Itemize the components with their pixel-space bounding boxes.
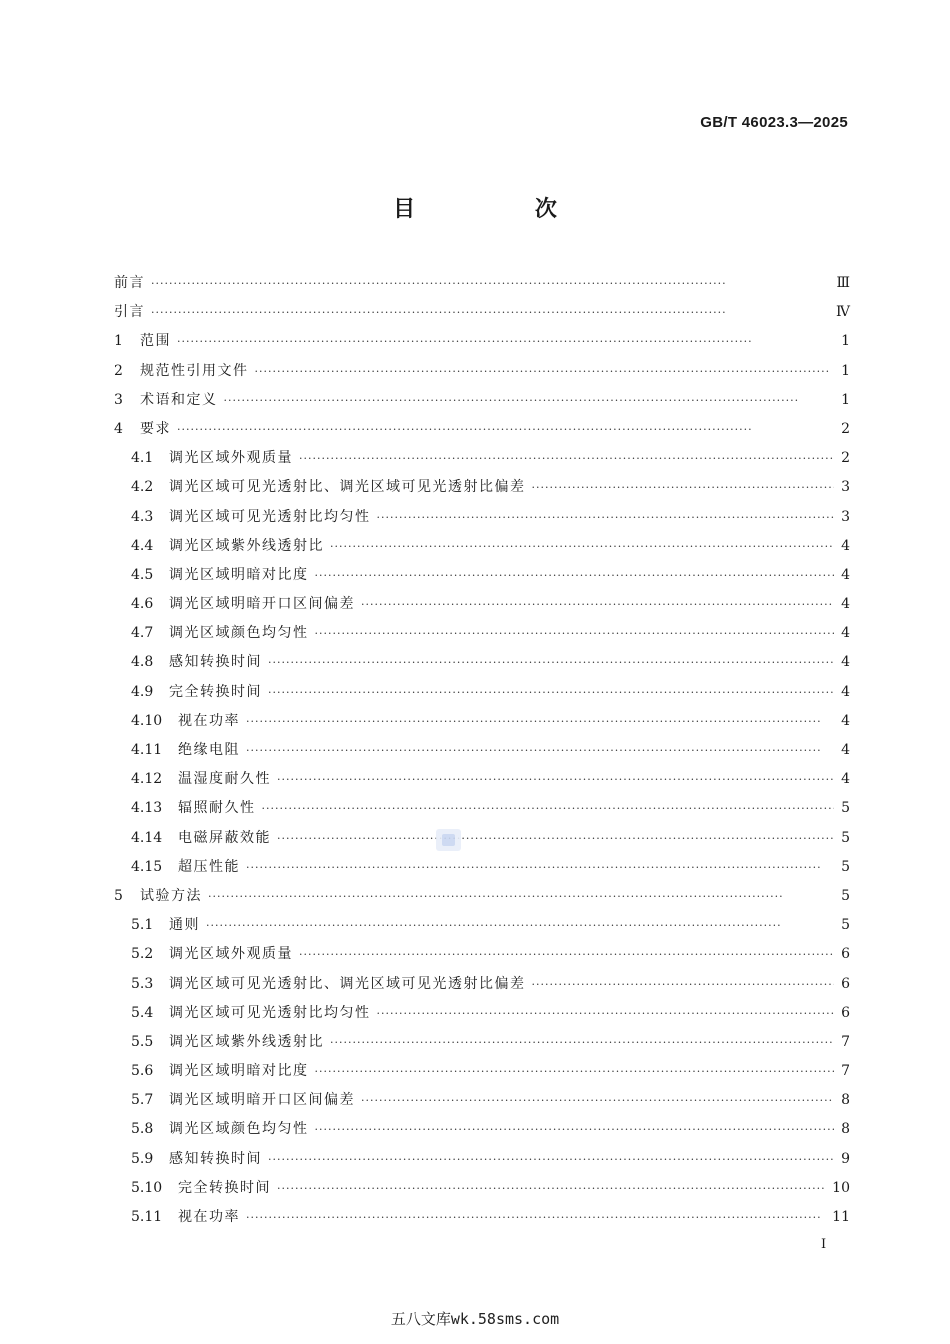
toc-entry[interactable] — [114, 561, 850, 590]
toc-entry[interactable] — [114, 1174, 850, 1203]
toc-leader-dots — [262, 794, 835, 823]
toc-entry-number: 5 — [114, 887, 123, 904]
toc-entry-page: 1 — [841, 333, 850, 350]
toc-entry-number: 4.12 — [131, 771, 163, 788]
toc-entry-label: 调光区域明暗开口区间偏差 — [169, 1092, 355, 1109]
toc-entry[interactable] — [114, 357, 850, 386]
toc-entry-label: 引言 — [114, 304, 145, 321]
toc-entry-number: 4.3 — [131, 508, 154, 525]
toc-entry-label: 规范性引用文件 — [140, 362, 249, 379]
toc-entry-number: 5.10 — [131, 1179, 163, 1196]
toc-leader-dots — [315, 619, 835, 648]
toc-entry-number: 5.4 — [131, 1004, 154, 1021]
toc-leader-dots — [151, 298, 830, 327]
toc-entry-page: 4 — [841, 654, 850, 671]
toc-entry-page: 6 — [841, 1004, 850, 1021]
toc-entry-page: 5 — [841, 858, 850, 875]
toc-entry-number: 5.2 — [131, 946, 154, 963]
toc-entry[interactable] — [114, 824, 850, 853]
toc-entry-label: 调光区域紫外线透射比 — [169, 537, 324, 554]
toc-leader-dots — [277, 765, 834, 794]
toc-entry-number: 4.14 — [131, 829, 163, 846]
toc-entry[interactable] — [114, 853, 850, 882]
toc-entry[interactable] — [114, 444, 850, 473]
toc-entry-page: 4 — [841, 742, 850, 758]
toc-leader-dots — [277, 1174, 826, 1203]
toc-leader-dots — [299, 444, 834, 473]
toc-entry-label: 通则 — [169, 917, 200, 934]
toc-leader-dots — [268, 1145, 834, 1174]
toc-leader-dots — [246, 707, 834, 736]
toc-entry-page: 4 — [841, 712, 850, 729]
toc-entry-page: 4 — [841, 596, 850, 613]
toc-leader-dots — [246, 1203, 826, 1232]
toc-leader-dots — [299, 940, 834, 969]
toc-entry-page: 10 — [832, 1179, 850, 1196]
toc-entry-label: 温湿度耐久性 — [178, 771, 271, 788]
toc-entry-label: 超压性能 — [178, 858, 240, 875]
toc-entry[interactable] — [114, 911, 850, 940]
toc-entry-number: 4 — [114, 420, 123, 437]
toc-entry-label: 调光区域可见光透射比均匀性 — [169, 508, 371, 525]
toc-entry-page: 6 — [841, 946, 850, 963]
toc-entry-page: 1 — [841, 362, 850, 379]
toc-entry-number: 4.7 — [131, 625, 154, 642]
toc-entry-label: 感知转换时间 — [169, 1150, 262, 1167]
toc-entry-number: 4.9 — [131, 683, 154, 700]
toc-entry-page: 5 — [841, 887, 850, 904]
toc-entry-number: 1 — [114, 333, 123, 350]
toc-entry-page: 7 — [841, 1063, 850, 1080]
toc-entry-label: 调光区域外观质量 — [169, 946, 293, 963]
toc-entry-number: 4.13 — [131, 800, 163, 817]
toc-entry-number: 4.15 — [131, 858, 163, 875]
toc-entry-label: 要求 — [140, 420, 171, 437]
toc-leader-dots — [246, 853, 834, 882]
toc-entry-page: 4 — [841, 771, 850, 788]
toc-leader-dots — [177, 415, 834, 444]
toc-entry-label: 视在功率 — [178, 712, 240, 729]
toc-entry-label: 调光区域可见光透射比均匀性 — [169, 1004, 371, 1021]
toc-entry-label: 调光区域外观质量 — [169, 450, 293, 467]
toc-leader-dots — [315, 561, 835, 590]
toc-entry-number: 2 — [114, 362, 123, 379]
toc-entry-number: 5.7 — [131, 1092, 154, 1109]
toc-entry[interactable] — [114, 415, 850, 444]
toc-entry-label: 前言 — [114, 275, 145, 291]
toc-entry-page: 4 — [841, 566, 850, 583]
toc-leader-dots — [532, 473, 835, 502]
toc-entry[interactable] — [114, 1145, 850, 1174]
toc-entry[interactable] — [114, 298, 850, 327]
toc-entry-number: 5.3 — [131, 975, 154, 992]
toc-leader-dots — [208, 882, 834, 911]
toc-entry[interactable] — [114, 999, 850, 1028]
toc-entry-page: 2 — [841, 420, 850, 437]
toc-entry-number: 4.2 — [131, 479, 154, 496]
toc-entry-label: 调光区域可见光透射比、调光区域可见光透射比偏差 — [169, 975, 526, 992]
toc-entry-page: 4 — [841, 625, 850, 642]
toc-entry[interactable] — [114, 386, 850, 415]
toc-entry-number: 4.10 — [131, 712, 163, 729]
toc-entry-label: 电磁屏蔽效能 — [178, 829, 271, 846]
toc-entry-number: 4.11 — [131, 742, 163, 758]
toc-entry-number: 5.11 — [131, 1209, 163, 1225]
toc-entry-number: 3 — [114, 391, 123, 408]
toc-entry-label: 完全转换时间 — [178, 1179, 271, 1196]
toc-entry[interactable] — [114, 765, 850, 794]
toc-entry[interactable] — [114, 940, 850, 969]
toc-leader-dots — [315, 1115, 835, 1144]
toc-entry-label: 调光区域颜色均匀性 — [169, 625, 309, 642]
toc-entry-label: 视在功率 — [178, 1209, 240, 1225]
toc-entry[interactable] — [114, 882, 850, 911]
toc-entry-page: 4 — [841, 537, 850, 554]
toc-entry[interactable] — [114, 736, 850, 765]
toc-entry-page: 4 — [841, 683, 850, 700]
toc-entry-label: 调光区域明暗开口区间偏差 — [169, 596, 355, 613]
toc-entry-label: 调光区域颜色均匀性 — [169, 1121, 309, 1138]
toc-entry[interactable] — [114, 327, 850, 356]
toc-leader-dots — [330, 532, 834, 561]
toc-leader-dots — [268, 648, 834, 677]
toc-leader-dots — [361, 1086, 834, 1115]
toc-entry-number: 5.9 — [131, 1150, 154, 1167]
toc-entry[interactable] — [114, 678, 850, 707]
toc-entry-page: 1 — [841, 391, 850, 408]
toc-entry-page: 11 — [832, 1209, 850, 1225]
toc-entry-number: 4.5 — [131, 566, 154, 583]
toc-entry-page: 8 — [841, 1092, 850, 1109]
toc-entry-number: 4.6 — [131, 596, 154, 613]
toc-entry[interactable] — [114, 503, 850, 532]
toc-title: 目 次 — [393, 197, 613, 222]
footer-site-text: 五八文库wk.58sms.com — [390, 1310, 560, 1328]
toc-entry[interactable] — [114, 794, 850, 823]
toc-entry[interactable] — [114, 590, 850, 619]
toc-entry-page: 6 — [841, 975, 850, 992]
standard-code: GB/T 46023.3—2025 — [700, 114, 848, 131]
toc-leader-dots — [206, 911, 834, 940]
toc-entry[interactable] — [114, 619, 850, 648]
toc-entry-page: 7 — [841, 1033, 850, 1050]
toc-leader-dots — [361, 590, 834, 619]
toc-entry-label: 绝缘电阻 — [178, 742, 240, 758]
page-number: I — [821, 1237, 827, 1252]
toc-entry[interactable] — [114, 1115, 850, 1144]
toc-entry-label: 完全转换时间 — [169, 683, 262, 700]
toc-entry-label: 辐照耐久性 — [178, 800, 256, 817]
toc-entry-label: 术语和定义 — [140, 391, 218, 408]
toc-entry-number: 4.4 — [131, 537, 154, 554]
toc-leader-dots — [268, 678, 834, 707]
toc-entry-page: 9 — [841, 1150, 850, 1167]
toc-entry-label: 调光区域明暗对比度 — [169, 1063, 309, 1080]
toc-leader-dots — [315, 1057, 835, 1086]
toc-entry[interactable] — [114, 648, 850, 677]
toc-leader-dots — [532, 970, 835, 999]
toc-entry-label: 感知转换时间 — [169, 654, 262, 671]
toc-entry[interactable] — [114, 1057, 850, 1086]
toc-entry-page: 3 — [841, 479, 850, 496]
toc-leader-dots — [151, 269, 830, 298]
toc-entry-page: 5 — [841, 917, 850, 934]
toc-entry-page: 5 — [841, 829, 850, 846]
toc-leader-dots — [177, 327, 834, 356]
toc-entry-page: Ⅳ — [836, 304, 850, 321]
toc-leader-dots — [255, 357, 835, 386]
toc-entry[interactable] — [114, 1028, 850, 1057]
toc-leader-dots — [277, 824, 834, 853]
toc-entry[interactable] — [114, 707, 850, 736]
toc-entry-number: 4.1 — [131, 450, 154, 467]
toc-entry[interactable] — [114, 1086, 850, 1115]
toc-entry-number: 5.5 — [131, 1033, 154, 1050]
toc-leader-dots — [224, 386, 835, 415]
watermark-logo-icon — [436, 829, 461, 851]
toc-entry-label: 调光区域可见光透射比、调光区域可见光透射比偏差 — [169, 479, 526, 496]
toc-entry-label: 调光区域紫外线透射比 — [169, 1033, 324, 1050]
toc-entry[interactable] — [114, 1203, 850, 1232]
toc-entry-number: 5.1 — [131, 917, 154, 934]
toc-entry-page: 8 — [841, 1121, 850, 1138]
toc-leader-dots — [377, 503, 835, 532]
toc-leader-dots — [330, 1028, 834, 1057]
toc-entry-number: 5.8 — [131, 1121, 154, 1138]
toc-entry[interactable] — [114, 970, 850, 999]
toc-leader-dots — [377, 999, 835, 1028]
toc-entry-label: 范围 — [140, 333, 171, 350]
toc-entry-page: 2 — [841, 450, 850, 467]
toc-entry[interactable] — [114, 473, 850, 502]
toc-entry-number: 5.6 — [131, 1063, 154, 1080]
toc-leader-dots — [246, 736, 834, 765]
toc-entry-page: Ⅲ — [836, 275, 850, 291]
toc-entry-page: 3 — [841, 508, 850, 525]
toc-entry-label: 试验方法 — [140, 887, 202, 904]
toc-entry-number: 4.8 — [131, 654, 154, 671]
toc-entry[interactable] — [114, 532, 850, 561]
toc-entry-page: 5 — [841, 800, 850, 817]
toc-entry-label: 调光区域明暗对比度 — [169, 566, 309, 583]
toc-entry[interactable] — [114, 269, 850, 298]
table-of-contents — [114, 269, 850, 1232]
